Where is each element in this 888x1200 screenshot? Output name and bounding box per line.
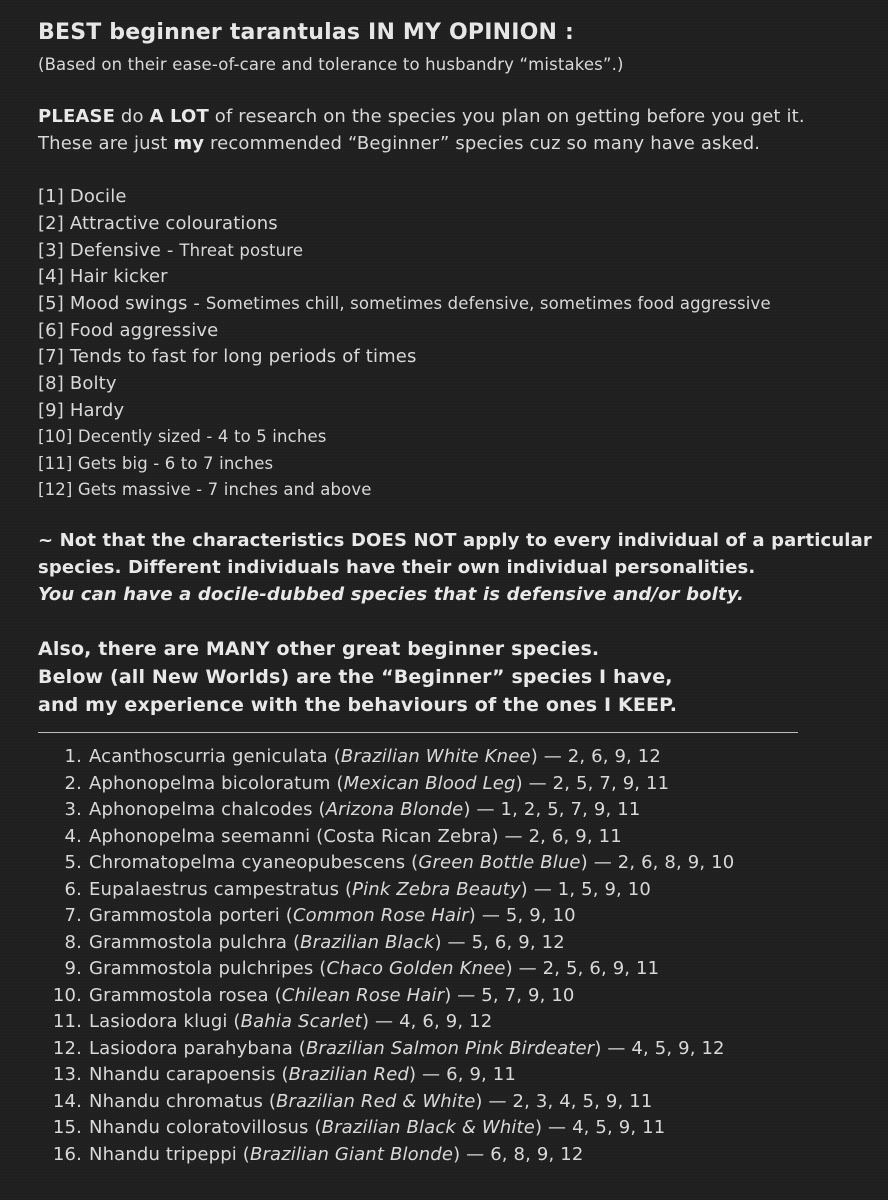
- trait-item: [38, 238, 303, 264]
- species-common-name: Brazilian Giant Blonde: [249, 1143, 454, 1165]
- trait-label: [4] Hair kicker: [38, 266, 168, 287]
- trait-item: [38, 211, 278, 237]
- species-traits: 4, 5, 9, 12: [631, 1037, 725, 1059]
- species-entry: Acanthoscurria geniculata (Brazilian White Knee) — 2, 6, 9, 12: [89, 746, 662, 767]
- species-entry: Grammostola pulchra (Brazilian Black) — 5, 6, 9, 12: [89, 931, 565, 953]
- trait-item: [38, 424, 327, 450]
- species-common-name: Brazilian Salmon Pink Birdeater: [305, 1037, 595, 1059]
- species-traits: 2, 5, 7, 9, 11: [552, 772, 670, 794]
- species-traits: 2, 3, 4, 5, 9, 11: [512, 1090, 653, 1112]
- trait-label: [10] Decently sized - 4 to 5 inches: [38, 427, 327, 446]
- trait-label: [2] Attractive colourations: [38, 213, 278, 234]
- species-entry: Nhandu carapoensis (Brazilian Red) — 6, 9, 11: [89, 1064, 516, 1085]
- trait-item: [38, 371, 117, 397]
- list-number: 9.: [64, 958, 82, 979]
- list-number: 1.: [64, 746, 82, 767]
- species-entry: Aphonopelma chalcodes (Arizona Blonde) — 1, 2, 5, 7, 9, 11: [89, 799, 641, 820]
- list-number: 7.: [64, 905, 82, 926]
- intro-line-1: [38, 104, 805, 130]
- trait-note: Sometimes chill, sometimes defensive, sometimes food aggressive: [205, 294, 771, 313]
- species-scientific-name: Nhandu coloratovillosus: [89, 1117, 309, 1138]
- species-common-name: Brazilian White Knee: [340, 746, 531, 767]
- intro-text: These are just: [38, 133, 174, 154]
- species-common-name: Common Rose Hair: [292, 905, 469, 926]
- species-scientific-name: Nhandu tripeppi: [89, 1143, 237, 1165]
- list-number: 16.: [52, 1143, 82, 1165]
- species-scientific-name: Grammostola pulchripes: [89, 958, 314, 979]
- trait-note: Threat posture: [179, 241, 304, 260]
- species-traits: 2, 5, 6, 9, 11: [542, 958, 660, 979]
- species-entry: Nhandu coloratovillosus (Brazilian Black & White) — 4, 5, 9, 11: [89, 1117, 666, 1138]
- trait-item: [38, 344, 417, 370]
- species-traits: 5, 9, 10: [505, 905, 576, 926]
- trait-item: [38, 264, 168, 290]
- species-scientific-name: Lasiodora parahybana: [89, 1037, 293, 1059]
- species-common-name: Brazilian Red: [288, 1064, 410, 1085]
- species-traits: 1, 2, 5, 7, 9, 11: [500, 799, 641, 820]
- intro-text: recommended “Beginner” species cuz so many have asked.: [204, 133, 761, 154]
- trait-item: [38, 318, 218, 344]
- trait-label: [8] Bolty: [38, 373, 117, 394]
- species-entry: Grammostola rosea (Chilean Rose Hair) — 5, 7, 9, 10: [89, 984, 575, 1006]
- species-scientific-name: Aphonopelma seemanni: [89, 825, 311, 847]
- list-number: 5.: [64, 852, 82, 873]
- species-entry: Grammostola porteri (Common Rose Hair) — 5, 9, 10: [89, 905, 576, 926]
- list-number: 13.: [52, 1064, 82, 1085]
- list-number: 3.: [64, 799, 82, 820]
- species-traits: 2, 6, 8, 9, 10: [617, 852, 735, 873]
- species-traits: 6, 8, 9, 12: [490, 1143, 584, 1165]
- species-scientific-name: Aphonopelma chalcodes: [89, 799, 313, 820]
- intro-line-2: [38, 131, 760, 157]
- species-scientific-name: Nhandu carapoensis: [89, 1064, 276, 1085]
- intro-emphasis-alot: A LOT: [149, 106, 209, 127]
- species-traits: 5, 7, 9, 10: [481, 984, 575, 1006]
- list-number: 14.: [52, 1090, 82, 1112]
- species-entry: Lasiodora klugi (Bahia Scarlet) — 4, 6, 9, 12: [89, 1011, 493, 1032]
- species-common-name: Brazilian Black: [300, 931, 435, 953]
- species-scientific-name: Grammostola pulchra: [89, 931, 288, 953]
- disclaimer-line-1: ~ Not that the characteristics DOES NOT apply to every individual of a particular: [38, 530, 872, 551]
- species-entry: Eupalaestrus campestratus (Pink Zebra Beauty) — 1, 5, 9, 10: [89, 878, 651, 900]
- species-scientific-name: Aphonopelma bicoloratum: [89, 772, 331, 794]
- list-number: 15.: [52, 1117, 82, 1138]
- species-traits: 5, 6, 9, 12: [471, 931, 565, 953]
- species-common-name: Chilean Rose Hair: [281, 984, 445, 1006]
- species-traits: 6, 9, 11: [446, 1064, 516, 1085]
- trait-item: [38, 398, 124, 424]
- intro-emphasis-my: my: [173, 133, 205, 154]
- disclaimer-line-3: You can have a docile-dubbed species that is defensive and/or bolty.: [38, 584, 744, 605]
- species-traits: 1, 5, 9, 10: [557, 878, 651, 900]
- species-scientific-name: Eupalaestrus campestratus: [89, 878, 340, 900]
- species-common-name: Pink Zebra Beauty: [352, 878, 521, 900]
- also-line-2: Below (all New Worlds) are the “Beginner” species I have,: [38, 666, 673, 688]
- trait-item: [38, 451, 273, 477]
- trait-label: [6] Food aggressive: [38, 320, 219, 341]
- list-number: 8.: [64, 931, 82, 953]
- trait-label: [3] Defensive -: [38, 240, 180, 261]
- page-title: BEST beginner tarantulas IN MY OPINION :: [38, 20, 574, 45]
- species-scientific-name: Lasiodora klugi: [89, 1011, 228, 1032]
- species-common-name: Arizona Blonde: [325, 799, 464, 820]
- also-line-3: and my experience with the behaviours of the ones I KEEP.: [38, 694, 678, 716]
- list-number: 11.: [52, 1011, 82, 1032]
- list-number: 4.: [64, 825, 82, 847]
- trait-label: [9] Hardy: [38, 400, 125, 421]
- species-traits: 4, 6, 9, 12: [399, 1011, 493, 1032]
- species-scientific-name: Grammostola porteri: [89, 905, 280, 926]
- species-scientific-name: Acanthoscurria geniculata: [89, 746, 328, 767]
- trait-label: [1] Docile: [38, 186, 127, 207]
- species-common-name: Mexican Blood Leg: [343, 772, 516, 794]
- list-number: 6.: [64, 878, 82, 900]
- divider: [38, 732, 798, 733]
- trait-item: [38, 184, 127, 210]
- species-traits: 2, 6, 9, 11: [528, 825, 622, 847]
- species-common-name: Green Bottle Blue: [418, 852, 581, 873]
- also-line-1: Also, there are MANY other great beginner species.: [38, 638, 600, 660]
- species-common-name: Brazilian Black & White: [321, 1117, 535, 1138]
- species-scientific-name: Nhandu chromatus: [89, 1090, 263, 1112]
- trait-label: [11] Gets big - 6 to 7 inches: [38, 454, 274, 473]
- species-scientific-name: Chromatopelma cyaneopubescens: [89, 852, 406, 873]
- intro-text: of research on the species you plan on getting before you get it.: [208, 106, 805, 127]
- species-entry: Lasiodora parahybana (Brazilian Salmon Pink Birdeater) — 4, 5, 9, 12: [89, 1037, 725, 1059]
- list-number: 10.: [52, 984, 82, 1006]
- species-entry: Aphonopelma seemanni (Costa Rican Zebra) — 2, 6, 9, 11: [89, 825, 622, 847]
- species-traits: 2, 6, 9, 12: [567, 746, 662, 767]
- species-common-name: Brazilian Red & White: [276, 1090, 476, 1112]
- species-entry: Nhandu chromatus (Brazilian Red & White) — 2, 3, 4, 5, 9, 11: [89, 1090, 653, 1112]
- trait-item: [38, 477, 372, 503]
- species-common-name: Chaco Golden Knee: [326, 958, 506, 979]
- trait-label: [12] Gets massive - 7 inches and above: [38, 480, 372, 499]
- list-number: 2.: [64, 772, 82, 794]
- intro-emphasis-please: PLEASE: [38, 106, 116, 127]
- list-number: 12.: [52, 1037, 82, 1059]
- trait-label: [7] Tends to fast for long periods of times: [38, 346, 417, 367]
- species-traits: 4, 5, 9, 11: [572, 1117, 666, 1138]
- species-entry: Aphonopelma bicoloratum (Mexican Blood Leg) — 2, 5, 7, 9, 11: [89, 772, 670, 794]
- intro-text: do: [115, 106, 150, 127]
- species-entry: Chromatopelma cyaneopubescens (Green Bottle Blue) — 2, 6, 8, 9, 10: [89, 852, 735, 873]
- trait-item: [38, 291, 771, 317]
- page-subtitle: (Based on their ease-of-care and tolerance to husbandry “mistakes”.): [38, 55, 624, 74]
- species-common-name: Bahia Scarlet: [240, 1011, 362, 1032]
- species-entry: Nhandu tripeppi (Brazilian Giant Blonde) — 6, 8, 9, 12: [89, 1143, 584, 1165]
- species-entry: Grammostola pulchripes (Chaco Golden Knee) — 2, 5, 6, 9, 11: [89, 958, 660, 979]
- trait-label: [5] Mood swings -: [38, 293, 206, 314]
- disclaimer-line-2: species. Different individuals have their own individual personalities.: [38, 557, 756, 578]
- species-common-name: Costa Rican Zebra: [323, 825, 492, 847]
- species-scientific-name: Grammostola rosea: [89, 984, 269, 1006]
